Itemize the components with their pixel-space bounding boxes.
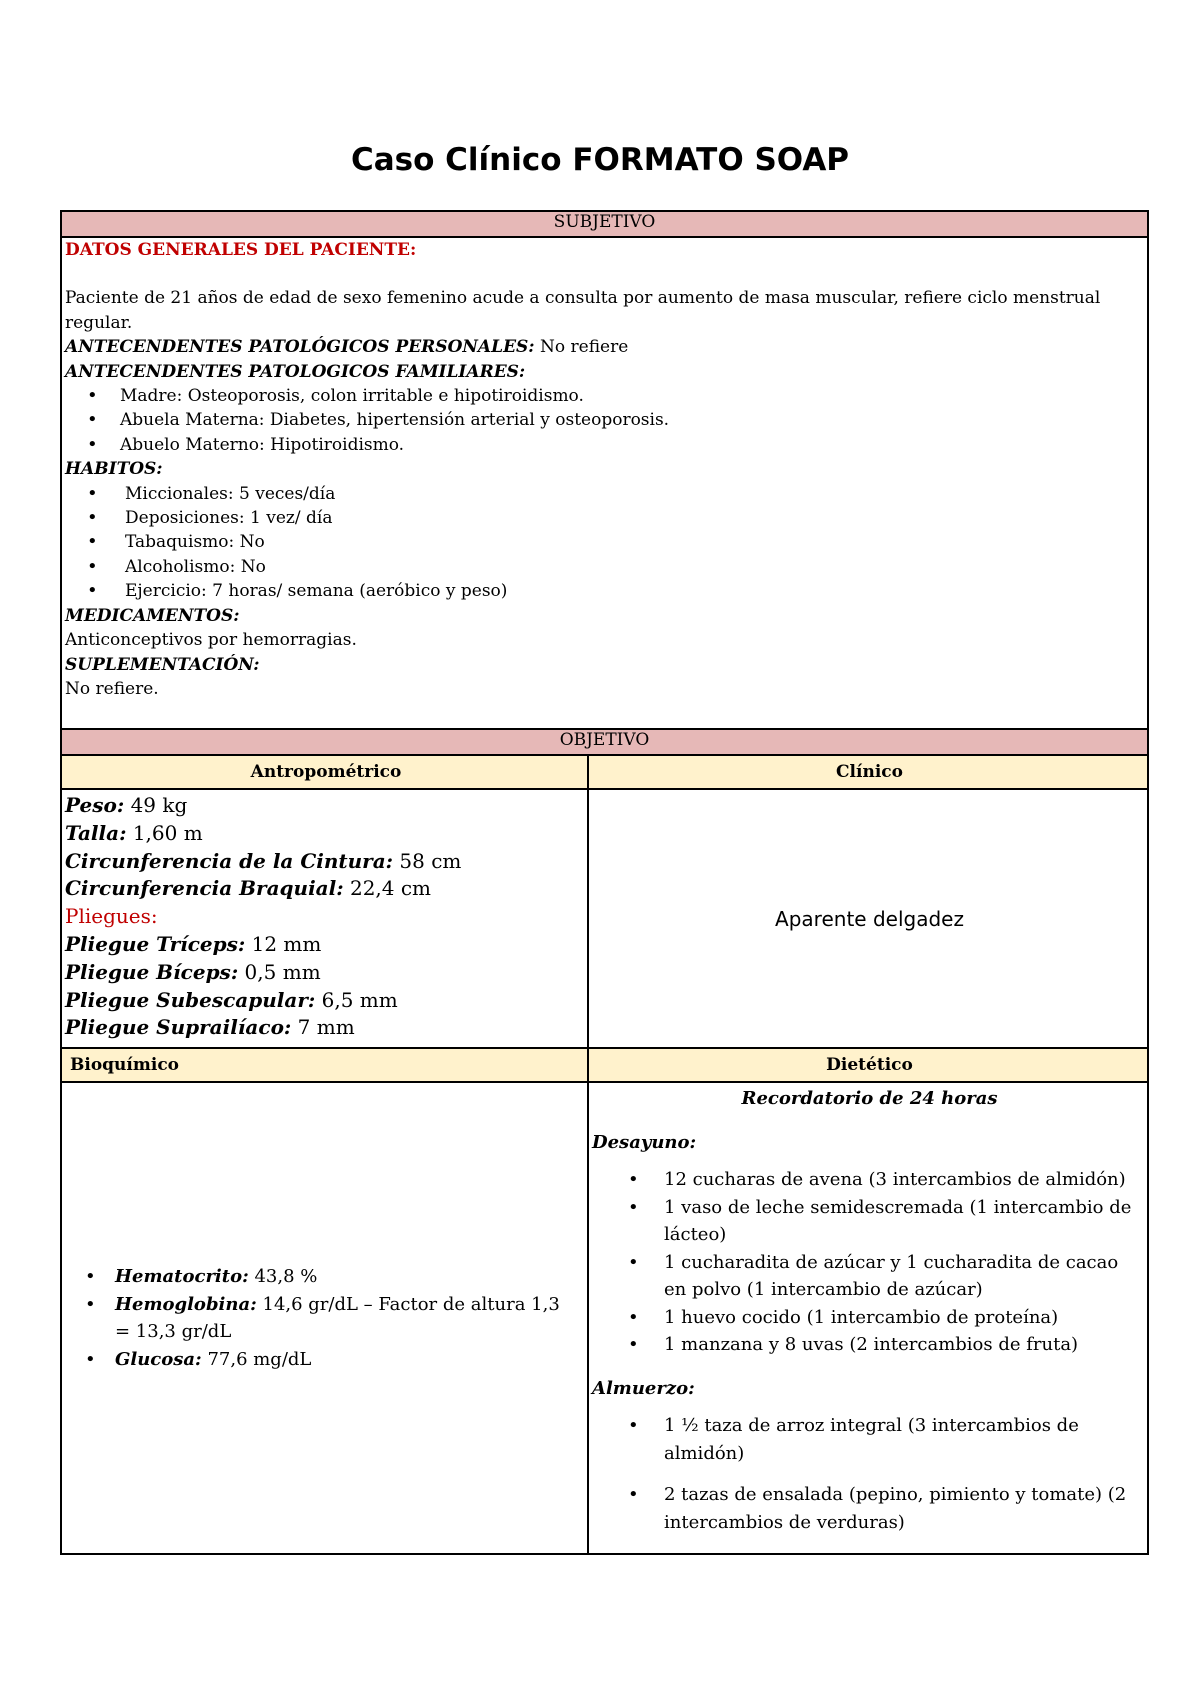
cintura-label: Circunferencia de la Cintura: bbox=[65, 848, 394, 873]
list-item bbox=[115, 1291, 579, 1346]
habitos-list bbox=[65, 482, 1147, 604]
hematocrito-label: Hematocrito: bbox=[115, 1266, 249, 1287]
talla-value: 1,60 m bbox=[126, 820, 203, 845]
list-item: • 2 tazas de ensalada (pepino, pimiento y tomate) (2 intercambios de verduras) bbox=[664, 1481, 1135, 1536]
braquial-label: Circunferencia Braquial: bbox=[65, 876, 344, 901]
list-item: • Ejercicio: 7 horas/ semana (aeróbico y peso) bbox=[120, 579, 1147, 603]
peso-value: 49 kg bbox=[124, 793, 188, 817]
subescapular-label: Pliegue Subescapular: bbox=[65, 987, 316, 1012]
apf-label: ANTECENDENTES PATOLOGICOS FAMILIARES: bbox=[65, 361, 526, 382]
suprailiaco-label: Pliegue Suprailíaco: bbox=[65, 1015, 292, 1040]
biceps-value: 0,5 mm bbox=[238, 959, 321, 984]
list-item: • 1 ½ taza de arroz integral (3 intercambios de almidón) bbox=[664, 1412, 1135, 1467]
medicamentos-value: Anticonceptivos por hemorragias. bbox=[65, 630, 357, 651]
list-item: • Madre: Osteoporosis, colon irritable e hipotiroidismo. bbox=[120, 384, 1147, 408]
medicamentos-label: MEDICAMENTOS: bbox=[65, 605, 240, 626]
almuerzo-list bbox=[592, 1412, 1147, 1536]
clinico-header: Clínico bbox=[588, 755, 1148, 789]
list-item: • 1 cucharadita de azúcar y 1 cucharadita de cacao en polvo (1 intercambio de azúcar) bbox=[664, 1249, 1135, 1304]
bioquimico-list bbox=[65, 1263, 587, 1373]
subjetivo-content bbox=[61, 237, 1148, 729]
list-item: • 1 huevo cocido (1 intercambio de proteína) bbox=[664, 1304, 1135, 1332]
triceps-value: 12 mm bbox=[245, 931, 322, 956]
habitos-label: HABITOS: bbox=[65, 459, 163, 480]
recordatorio-title: Recordatorio de 24 horas bbox=[741, 1088, 998, 1109]
app-value: No refiere bbox=[534, 337, 629, 358]
antropometrico-header: Antropométrico bbox=[61, 755, 588, 789]
almuerzo-label: Almuerzo: bbox=[592, 1377, 695, 1399]
subescapular-value: 6,5 mm bbox=[315, 987, 398, 1012]
cintura-value: 58 cm bbox=[393, 848, 462, 873]
list-item: • Abuela Materna: Diabetes, hipertensión arterial y osteoporosis. bbox=[120, 408, 1147, 432]
list-item: • Abuelo Materno: Hipotiroidismo. bbox=[120, 433, 1147, 457]
apf-list bbox=[65, 384, 1147, 457]
hemoglobina-value: 14,6 gr/dL – Factor de altura 1,3 = 13,3 gr/dL bbox=[115, 1293, 560, 1342]
list-item: • Alcoholismo: No bbox=[120, 555, 1147, 579]
list-item: • Deposiciones: 1 vez/ día bbox=[120, 506, 1147, 530]
desayuno-label: Desayuno: bbox=[592, 1131, 697, 1153]
subjetivo-header: SUBJETIVO bbox=[61, 211, 1148, 237]
glucosa-value: 77,6 mg/dL bbox=[201, 1348, 312, 1370]
page-title: Caso Clínico FORMATO SOAP bbox=[350, 142, 850, 178]
list-item bbox=[115, 1346, 579, 1374]
clinico-value: Aparente delgadez bbox=[588, 789, 1148, 1048]
list-item bbox=[115, 1263, 579, 1291]
paciente-description: Paciente de 21 años de edad de sexo femenino acude a consulta por aumento de masa muscular, refiere ciclo menstrual regular. bbox=[65, 288, 1101, 333]
objetivo-header: OBJETIVO bbox=[61, 729, 1148, 755]
dietetico-header: Dietético bbox=[588, 1048, 1148, 1082]
peso-label: Peso: bbox=[65, 793, 125, 817]
braquial-value: 22,4 cm bbox=[343, 876, 432, 901]
triceps-label: Pliegue Tríceps: bbox=[65, 931, 246, 956]
hematocrito-value: 43,8 % bbox=[248, 1266, 318, 1287]
list-item: • Miccionales: 5 veces/día bbox=[120, 482, 1147, 506]
suprailiaco-value: 7 mm bbox=[291, 1015, 355, 1040]
biceps-label: Pliegue Bíceps: bbox=[65, 959, 239, 984]
soap-table bbox=[60, 210, 1149, 1555]
talla-label: Talla: bbox=[65, 820, 127, 845]
app-label: ANTECENDENTES PATOLÓGICOS PERSONALES: bbox=[65, 337, 535, 358]
dietetico-content bbox=[588, 1082, 1148, 1554]
list-item: • 1 manzana y 8 uvas (2 intercambios de fruta) bbox=[664, 1331, 1135, 1359]
bioquimico-header: Bioquímico bbox=[61, 1048, 588, 1082]
desayuno-list bbox=[592, 1166, 1147, 1359]
hemoglobina-label: Hemoglobina: bbox=[115, 1293, 257, 1315]
bioquimico-content bbox=[61, 1082, 588, 1554]
glucosa-label: Glucosa: bbox=[115, 1348, 202, 1370]
suplementacion-value: No refiere. bbox=[65, 678, 159, 699]
app-row bbox=[65, 335, 1147, 359]
suplementacion-label: SUPLEMENTACIÓN: bbox=[65, 654, 260, 675]
list-item: • 12 cucharas de avena (3 intercambios de almidón) bbox=[664, 1166, 1135, 1194]
list-item: • 1 vaso de leche semidescremada (1 intercambio de lácteo) bbox=[664, 1194, 1135, 1249]
datos-generales-label: DATOS GENERALES DEL PACIENTE: bbox=[65, 240, 417, 260]
pliegues-label: Pliegues: bbox=[65, 904, 158, 929]
antropometrico-content bbox=[61, 789, 588, 1048]
list-item: • Tabaquismo: No bbox=[120, 530, 1147, 554]
